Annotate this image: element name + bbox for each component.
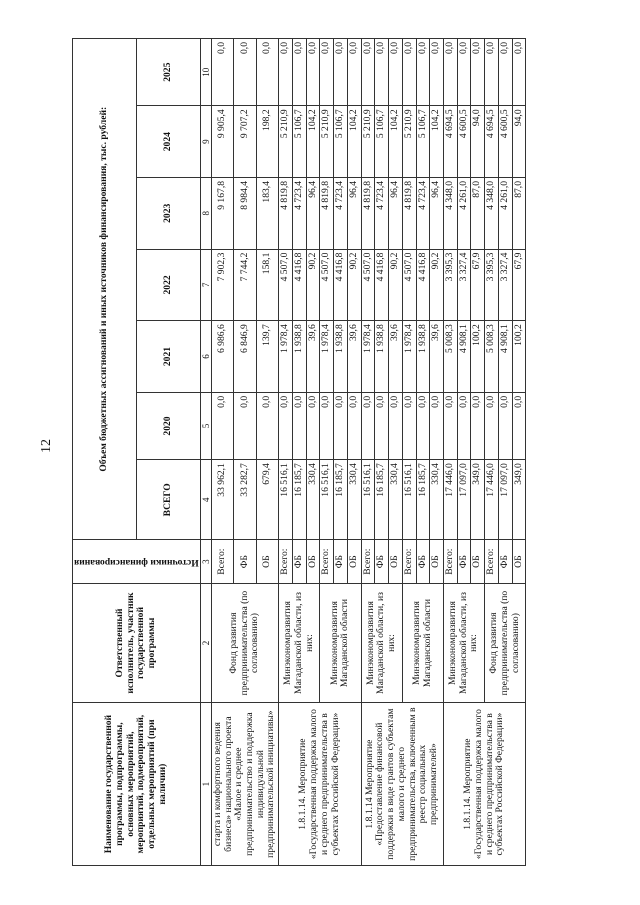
table-row <box>444 39 458 866</box>
responsible-cell: Минэкономразвития Магаданской области <box>402 583 443 702</box>
value-cell: 0,0 <box>389 39 403 106</box>
responsible-cell: Минэкономразвития Магаданской области, из них: <box>279 583 320 702</box>
value-cell: 5 106,7 <box>375 106 389 178</box>
colnum-8: 8 <box>200 177 211 249</box>
colnum-3: 3 <box>200 540 211 583</box>
responsible-cell: Фонд развития предпринимательства (по согласованию) <box>485 583 526 702</box>
value-cell: 0,0 <box>512 392 526 459</box>
value-cell: 0,0 <box>334 392 348 459</box>
value-cell: 0,0 <box>361 39 375 106</box>
value-cell: 349,0 <box>471 460 485 540</box>
value-cell: 16 516,1 <box>402 460 416 540</box>
value-cell: 96,4 <box>347 177 361 249</box>
year-total: ВСЕГО <box>136 460 200 540</box>
value-cell: 16 185,7 <box>334 460 348 540</box>
value-cell: 16 516,1 <box>279 460 293 540</box>
value-cell: 90,2 <box>306 249 320 321</box>
value-cell: 0,0 <box>416 392 430 459</box>
value-cell: 17 097,0 <box>498 460 512 540</box>
value-cell: 4 819,8 <box>361 177 375 249</box>
program-name-cell: 1.8.1.14 Мероприятие «Предоставление финансовой поддержки в виде грантов субъектам малого и среднего предпринимательства, включенным в реестр социальных предпринимателей» <box>361 703 443 866</box>
value-cell: 87,0 <box>471 177 485 249</box>
value-cell: 0,0 <box>375 39 389 106</box>
value-cell: 0,0 <box>430 39 444 106</box>
value-cell: 158,1 <box>256 249 278 321</box>
value-cell: 4 908,1 <box>498 321 512 393</box>
value-cell: 96,4 <box>306 177 320 249</box>
value-cell: 5 008,3 <box>444 321 458 393</box>
value-cell: 4 348,0 <box>485 177 499 249</box>
header-volume: Объем бюджетных ассигнований и иных источников финансирования, тыс. рублей: <box>73 39 137 540</box>
source-cell: ФБ <box>334 540 348 583</box>
value-cell: 7 902,3 <box>211 249 233 321</box>
value-cell: 0,0 <box>292 392 306 459</box>
value-cell: 0,0 <box>375 392 389 459</box>
value-cell: 139,7 <box>256 321 278 393</box>
value-cell: 4 507,0 <box>402 249 416 321</box>
source-cell: ОБ <box>471 540 485 583</box>
source-cell: ОБ <box>430 540 444 583</box>
value-cell: 0,0 <box>256 39 278 106</box>
value-cell: 330,4 <box>347 460 361 540</box>
value-cell: 67,9 <box>471 249 485 321</box>
value-cell: 0,0 <box>402 39 416 106</box>
value-cell: 4 723,4 <box>334 177 348 249</box>
header-source: Источники финансирования <box>73 540 201 583</box>
value-cell: 4 416,8 <box>416 249 430 321</box>
value-cell: 6 986,6 <box>211 321 233 393</box>
value-cell: 16 516,1 <box>320 460 334 540</box>
year-2024: 2024 <box>136 106 200 178</box>
column-number-row <box>200 39 211 866</box>
source-cell: Всего: <box>444 540 458 583</box>
value-cell: 5 008,3 <box>485 321 499 393</box>
colnum-5: 5 <box>200 392 211 459</box>
value-cell: 5 210,9 <box>402 106 416 178</box>
value-cell: 96,4 <box>430 177 444 249</box>
source-cell: Всего: <box>485 540 499 583</box>
value-cell: 0,0 <box>402 392 416 459</box>
value-cell: 4 723,4 <box>375 177 389 249</box>
program-name-cell: 1.8.1.14. Мероприятие «Государственная поддержка малого и среднего предпринимательства в субъектах Российской Федерации» <box>279 703 361 866</box>
value-cell: 4 819,8 <box>402 177 416 249</box>
table-row <box>211 39 233 866</box>
source-cell: ОБ <box>256 540 278 583</box>
value-cell: 0,0 <box>457 392 471 459</box>
source-cell: ФБ <box>457 540 471 583</box>
value-cell: 3 327,4 <box>498 249 512 321</box>
value-cell: 4 819,8 <box>320 177 334 249</box>
value-cell: 1 978,4 <box>402 321 416 393</box>
value-cell: 0,0 <box>498 392 512 459</box>
value-cell: 104,2 <box>347 106 361 178</box>
year-2023: 2023 <box>136 177 200 249</box>
source-cell: ФБ <box>416 540 430 583</box>
value-cell: 4 507,0 <box>361 249 375 321</box>
value-cell: 4 416,8 <box>375 249 389 321</box>
value-cell: 0,0 <box>416 39 430 106</box>
value-cell: 1 938,8 <box>292 321 306 393</box>
value-cell: 0,0 <box>498 39 512 106</box>
value-cell: 39,6 <box>389 321 403 393</box>
value-cell: 0,0 <box>444 39 458 106</box>
table-row <box>361 39 375 866</box>
source-cell: Всего: <box>320 540 334 583</box>
value-cell: 0,0 <box>306 39 320 106</box>
value-cell: 39,6 <box>430 321 444 393</box>
value-cell: 100,2 <box>512 321 526 393</box>
value-cell: 0,0 <box>457 39 471 106</box>
value-cell: 330,4 <box>389 460 403 540</box>
responsible-cell: Минэкономразвития Магаданской области <box>320 583 361 702</box>
value-cell: 4 819,8 <box>279 177 293 249</box>
value-cell: 90,2 <box>389 249 403 321</box>
header-responsible: Ответственный исполнитель, участник государственной программы <box>73 583 201 702</box>
responsible-cell: Минэкономразвития Магаданской области, из них: <box>361 583 402 702</box>
value-cell: 0,0 <box>306 392 320 459</box>
value-cell: 0,0 <box>347 39 361 106</box>
value-cell: 4 416,8 <box>334 249 348 321</box>
value-cell: 87,0 <box>512 177 526 249</box>
year-2020: 2020 <box>136 392 200 459</box>
value-cell: 0,0 <box>471 392 485 459</box>
value-cell: 5 210,9 <box>279 106 293 178</box>
value-cell: 6 846,9 <box>234 321 256 393</box>
value-cell: 4 261,0 <box>457 177 471 249</box>
value-cell: 9 707,2 <box>234 106 256 178</box>
value-cell: 90,2 <box>430 249 444 321</box>
value-cell: 5 210,9 <box>361 106 375 178</box>
value-cell: 33 962,1 <box>211 460 233 540</box>
value-cell: 16 185,7 <box>416 460 430 540</box>
value-cell: 1 978,4 <box>279 321 293 393</box>
value-cell: 17 446,0 <box>444 460 458 540</box>
value-cell: 4 694,5 <box>444 106 458 178</box>
value-cell: 16 516,1 <box>361 460 375 540</box>
value-cell: 183,4 <box>256 177 278 249</box>
value-cell: 16 185,7 <box>375 460 389 540</box>
value-cell: 0,0 <box>279 392 293 459</box>
value-cell: 0,0 <box>211 392 233 459</box>
value-cell: 330,4 <box>306 460 320 540</box>
value-cell: 4 507,0 <box>320 249 334 321</box>
value-cell: 9 167,8 <box>211 177 233 249</box>
colnum-4: 4 <box>200 460 211 540</box>
value-cell: 0,0 <box>256 392 278 459</box>
value-cell: 104,2 <box>306 106 320 178</box>
value-cell: 3 395,3 <box>485 249 499 321</box>
value-cell: 5 106,7 <box>292 106 306 178</box>
value-cell: 100,2 <box>471 321 485 393</box>
value-cell: 5 210,9 <box>320 106 334 178</box>
colnum-1: 1 <box>200 703 211 866</box>
value-cell: 94,0 <box>471 106 485 178</box>
value-cell: 33 282,7 <box>234 460 256 540</box>
value-cell: 39,6 <box>347 321 361 393</box>
rotated-table-container <box>72 38 602 866</box>
value-cell: 0,0 <box>211 39 233 106</box>
budget-table <box>72 38 526 866</box>
value-cell: 4 348,0 <box>444 177 458 249</box>
responsible-cell: Минэкономразвития Магаданской области, из них: <box>444 583 485 702</box>
value-cell: 5 106,7 <box>416 106 430 178</box>
source-cell: ФБ <box>498 540 512 583</box>
source-cell: ОБ <box>347 540 361 583</box>
year-2021: 2021 <box>136 321 200 393</box>
source-cell: ОБ <box>512 540 526 583</box>
value-cell: 0,0 <box>320 39 334 106</box>
value-cell: 90,2 <box>347 249 361 321</box>
value-cell: 39,6 <box>306 321 320 393</box>
value-cell: 1 978,4 <box>361 321 375 393</box>
value-cell: 0,0 <box>234 392 256 459</box>
value-cell: 3 327,4 <box>457 249 471 321</box>
colnum-6: 6 <box>200 321 211 393</box>
colnum-9: 9 <box>200 106 211 178</box>
value-cell: 1 938,8 <box>416 321 430 393</box>
colnum-10: 10 <box>200 39 211 106</box>
value-cell: 17 446,0 <box>485 460 499 540</box>
value-cell: 0,0 <box>361 392 375 459</box>
value-cell: 0,0 <box>234 39 256 106</box>
value-cell: 198,2 <box>256 106 278 178</box>
source-cell: ФБ <box>234 540 256 583</box>
value-cell: 4 600,5 <box>457 106 471 178</box>
header-name: Наименование государственной программы, подпрограммы, основных мероприятий, мероприятий, подмероприятий, отдельных мероприятий (при наличии) <box>73 703 201 866</box>
value-cell: 5 106,7 <box>334 106 348 178</box>
value-cell: 96,4 <box>389 177 403 249</box>
value-cell: 4 507,0 <box>279 249 293 321</box>
value-cell: 679,4 <box>256 460 278 540</box>
source-cell: ОБ <box>389 540 403 583</box>
value-cell: 0,0 <box>444 392 458 459</box>
value-cell: 0,0 <box>485 392 499 459</box>
source-cell: Всего: <box>211 540 233 583</box>
value-cell: 104,2 <box>430 106 444 178</box>
program-name-cell: 1.8.1.14. Мероприятие «Государственная поддержка малого и среднего предпринимательства в субъектах Российской Федерации» <box>444 703 526 866</box>
value-cell: 4 261,0 <box>498 177 512 249</box>
value-cell: 4 416,8 <box>292 249 306 321</box>
value-cell: 4 723,4 <box>292 177 306 249</box>
source-cell: Всего: <box>402 540 416 583</box>
value-cell: 349,0 <box>512 460 526 540</box>
page-number: 12 <box>39 439 54 453</box>
value-cell: 0,0 <box>512 39 526 106</box>
value-cell: 9 905,4 <box>211 106 233 178</box>
value-cell: 330,4 <box>430 460 444 540</box>
program-name-cell: старта и комфортного ведения бизнеса» национального проекта «Малое и среднее предпринимательство и поддержка индивидуальной предпринимательской инициативы» <box>211 703 278 866</box>
value-cell: 4 908,1 <box>457 321 471 393</box>
year-2025: 2025 <box>136 39 200 106</box>
source-cell: ФБ <box>375 540 389 583</box>
value-cell: 1 938,8 <box>375 321 389 393</box>
value-cell: 1 978,4 <box>320 321 334 393</box>
value-cell: 4 694,5 <box>485 106 499 178</box>
source-cell: ОБ <box>306 540 320 583</box>
year-2022: 2022 <box>136 249 200 321</box>
source-cell: ФБ <box>292 540 306 583</box>
value-cell: 1 938,8 <box>334 321 348 393</box>
value-cell: 0,0 <box>430 392 444 459</box>
value-cell: 16 185,7 <box>292 460 306 540</box>
value-cell: 0,0 <box>292 39 306 106</box>
header-row-1 <box>73 39 137 866</box>
value-cell: 0,0 <box>347 392 361 459</box>
value-cell: 0,0 <box>485 39 499 106</box>
value-cell: 94,0 <box>512 106 526 178</box>
value-cell: 67,9 <box>512 249 526 321</box>
value-cell: 17 097,0 <box>457 460 471 540</box>
value-cell: 0,0 <box>320 392 334 459</box>
value-cell: 3 395,3 <box>444 249 458 321</box>
value-cell: 0,0 <box>389 392 403 459</box>
value-cell: 8 984,4 <box>234 177 256 249</box>
responsible-cell: Фонд развития предпринимательства (по согласованию) <box>211 583 278 702</box>
source-cell: Всего: <box>279 540 293 583</box>
value-cell: 4 600,5 <box>498 106 512 178</box>
value-cell: 104,2 <box>389 106 403 178</box>
value-cell: 4 723,4 <box>416 177 430 249</box>
source-cell: Всего: <box>361 540 375 583</box>
table-row <box>279 39 293 866</box>
colnum-2: 2 <box>200 583 211 702</box>
value-cell: 7 744,2 <box>234 249 256 321</box>
value-cell: 0,0 <box>471 39 485 106</box>
value-cell: 0,0 <box>334 39 348 106</box>
colnum-7: 7 <box>200 249 211 321</box>
table-body <box>211 39 526 866</box>
value-cell: 0,0 <box>279 39 293 106</box>
